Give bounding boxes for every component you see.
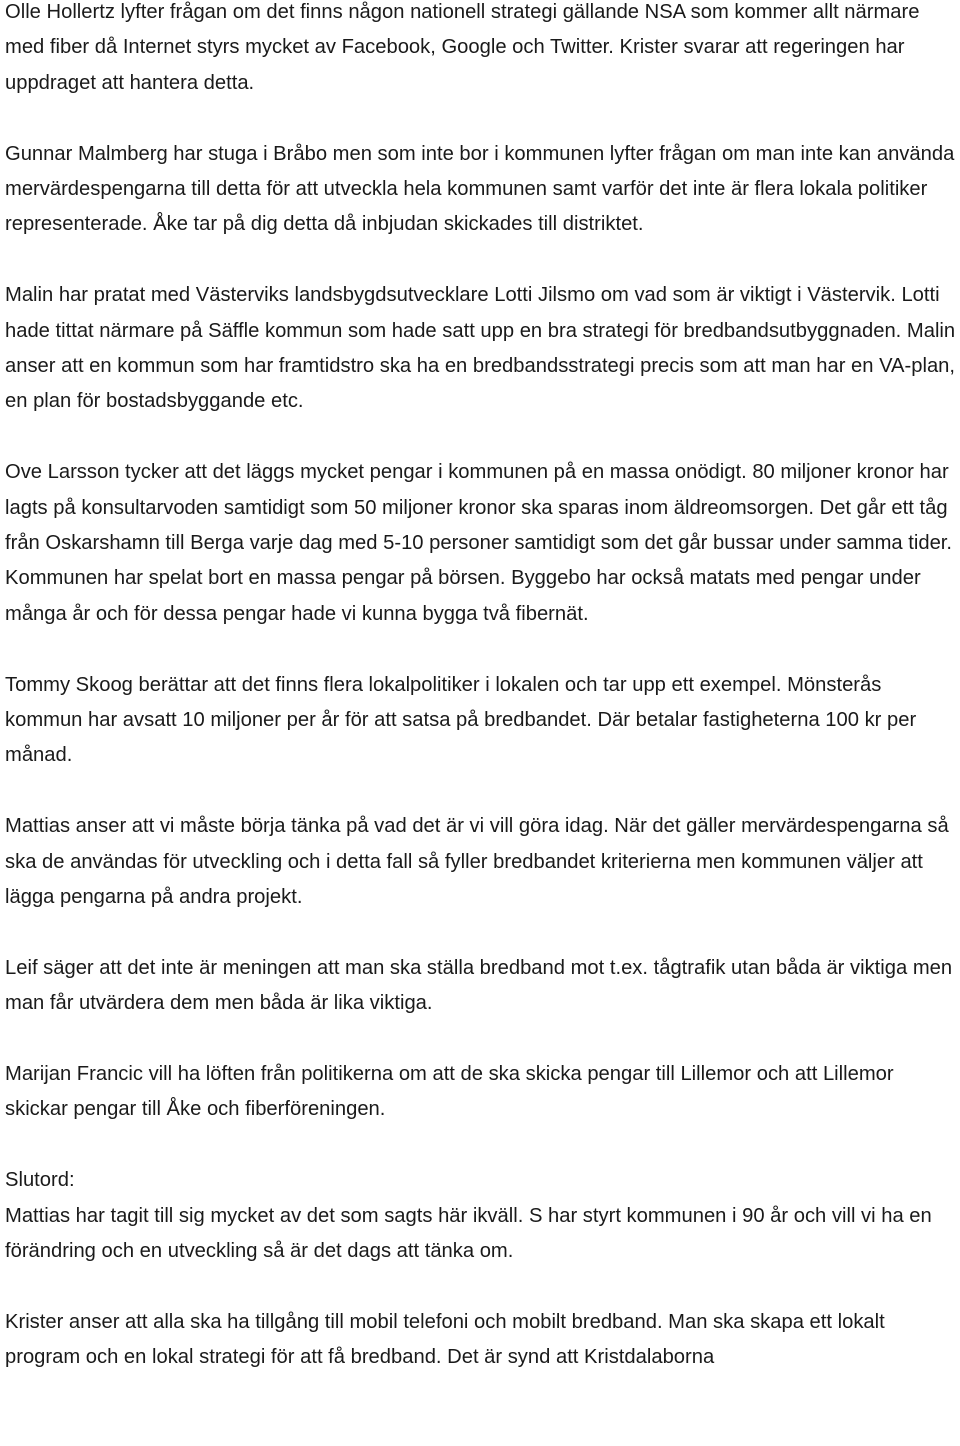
paragraph-closing-krister: Krister anser att alla ska ha tillgång till mobil telefoni och mobilt bredband. Man ska skapa ett lokalt program och en lokal strategi för att få bredband. Det är synd att Kristdalaborna: [5, 1310, 885, 1369]
paragraph-malin: Malin har pratat med Västerviks landsbygdsutvecklare Lotti Jilsmo om vad som är viktigt i Västervik. Lotti hade tittat närmare på Säffle kommun som hade satt upp en bra strategi för bredbandsutbyggnaden. Malin anser att en kommun som har framtidstro ska ha en bredbandsstrategi precis som att man har en VA-plan, en plan för bostadsbyggande etc.: [5, 284, 956, 413]
paragraph-ove-larsson: Ove Larsson tycker att det läggs mycket pengar i kommunen på en massa onödigt. 80 miljoner kronor har lagts på konsultarvoden samtidigt som 50 miljoner kronor ska sparas inom äldreomsorgen. Det går ett tåg från Oskarshamn till Berga varje dag med 5-10 personer samtidigt som det går bussar under samma tider. Kommunen har spelat bort en massa pengar på börsen. Byggebo har också matats med pengar under många år och för dessa pengar hade vi kunna bygga två fibernät.: [5, 461, 953, 625]
paragraph-marijan-francic: Marijan Francic vill ha löften från politikerna om att de ska skicka pengar till Lillemor och att Lillemor skickar pengar till Åke och fiberföreningen.: [5, 1063, 894, 1121]
paragraph-closing-mattias: Mattias har tagit till sig mycket av det som sagts här ikväll. S har styrt kommunen i 90 år och vill vi ha en förändring och en utveckling så är det dags att tänka om.: [5, 1204, 932, 1263]
paragraph-olle-hollertz: Olle Hollertz lyfter frågan om det finns någon nationell strategi gällande NSA som kommer allt närmare med fiber då Internet styrs mycket av Facebook, Google och Twitter. Krister svarar att regeringen har uppdraget att hantera detta.: [5, 1, 920, 94]
closing-heading: Slutord:: [5, 1169, 75, 1192]
paragraph-tommy-skoog: Tommy Skoog berättar att det finns flera lokalpolitiker i lokalen och tar upp ett exempel. Mönsterås kommun har avsatt 10 miljoner per år för att satsa på bredbandet. Där betalar fastigheterna 100 kr per månad.: [5, 673, 917, 767]
paragraph-mattias: Mattias anser att vi måste börja tänka på vad det är vi vill göra idag. När det gäller mervärdespengarna så ska de användas för utveckling och i detta fall så fyller bredbandet kriterierna men kommunen väljer att lägga pengarna på andra projekt.: [5, 815, 949, 909]
paragraph-gunnar-malmberg: Gunnar Malmberg har stuga i Bråbo men som inte bor i kommunen lyfter frågan om man inte kan använda mervärdespengarna till detta för att utveckla hela kommunen samt varför det inte är flera lokala politiker representerade. Åke tar på dig detta då inbjudan skickades till distriktet.: [5, 142, 955, 236]
document-page: [5, 0, 960, 1411]
paragraph-leif: Leif säger att det inte är meningen att man ska ställa bredband mot t.ex. tågtrafik utan båda är viktiga men man får utvärdera dem men båda är lika viktiga.: [5, 956, 953, 1015]
